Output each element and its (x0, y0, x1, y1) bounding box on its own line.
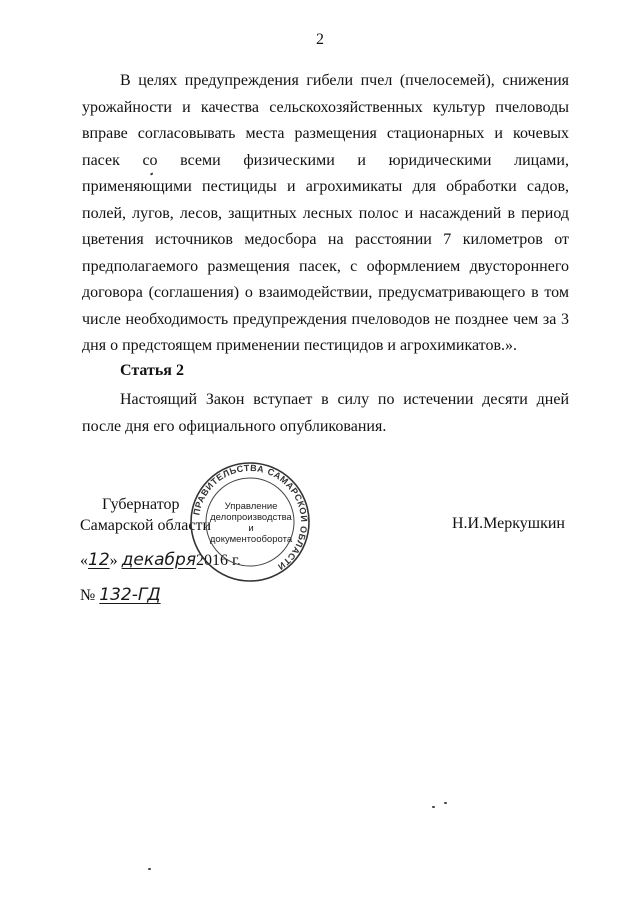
scan-speck (444, 802, 447, 804)
seal-line-3: и документооборота (209, 523, 293, 545)
date-day-handwritten: 12 (88, 550, 110, 570)
date-month-handwritten: декабря (121, 550, 197, 570)
article-text: Настоящий Закон вступает в силу по истечении десяти дней после дня его официального опубликования. (82, 391, 569, 435)
main-paragraph-block (82, 68, 569, 360)
main-paragraph: В целях предупреждения гибели пчел (пчелосемей), снижения урожайности и качества сельскохозяйственных культур пчеловоды вправе согласовывать места размещения стационарных и кочевых пасек со всеми физическими и юридическими лицами, применяющими пестициды и агрохимикаты для обработки садов, полей, лугов, лесов, защитных лесных полос и насаждений в период цветения источников медосбора на расстоянии 7 километров от предполагаемого размещения пасек, с оформлением двустороннего договора (соглашения) о взаимодействии, предусматривающего в том числе необходимость предупреждения пчеловодов не позднее чем за 3 дня о предстоящем применении пестицидов и агрохимикатов.». (82, 72, 569, 354)
signature-role-line2: Самарской области (80, 517, 211, 534)
scan-speck (148, 868, 151, 870)
seal-ring-text: ПРАВИТЕЛЬСТВА САМАРСКОЙ ОБЛАСТИ (191, 462, 310, 573)
governor-name: Н.И.Меркушкин (452, 515, 565, 532)
document-number-handwritten: 132-ГД (99, 585, 161, 605)
article-body (82, 387, 569, 440)
date-close-quote: » (109, 552, 118, 569)
seal-line-1: Управление (224, 501, 278, 512)
article-heading: Статья 2 (120, 362, 184, 379)
signature-role-line1: Губернатор (102, 496, 180, 513)
number-sign: № (80, 587, 96, 604)
page-number: 2 (316, 31, 324, 48)
date-open-quote: « (80, 552, 88, 569)
date-year: 2016 г. (196, 552, 241, 569)
scan-speck (432, 806, 435, 808)
document-number-line (80, 585, 161, 605)
seal-inner-text (206, 501, 296, 545)
seal-line-2: делопроизводства (210, 512, 292, 523)
